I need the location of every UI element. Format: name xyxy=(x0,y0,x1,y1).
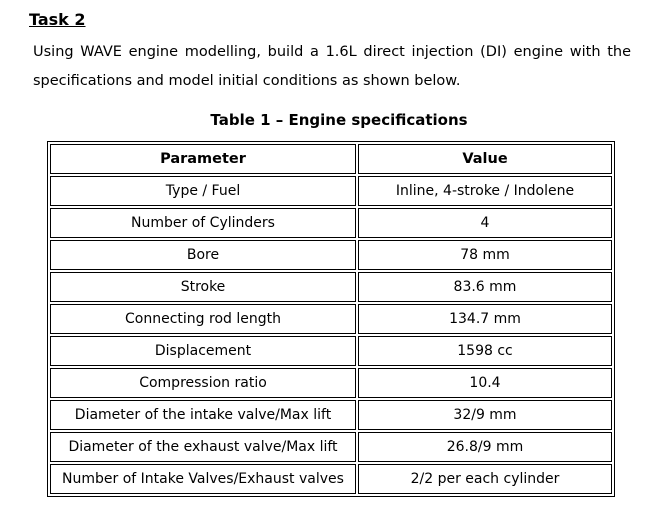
table-row xyxy=(50,304,612,334)
task-heading: Task 2 xyxy=(29,10,86,29)
parameter-cell: Diameter of the exhaust valve/Max lift xyxy=(50,432,356,462)
task-intro-paragraph: Using WAVE engine modelling, build a 1.6L direct injection (DI) engine with the specifications and model initial conditions as shown below. xyxy=(33,44,631,89)
table-row xyxy=(50,336,612,366)
parameter-cell: Bore xyxy=(50,240,356,270)
table-header-row xyxy=(50,144,612,174)
header-parameter: Parameter xyxy=(50,144,356,174)
header-value: Value xyxy=(358,144,612,174)
table-row xyxy=(50,208,612,238)
value-cell: 32/9 mm xyxy=(358,400,612,430)
parameter-cell: Displacement xyxy=(50,336,356,366)
engine-specifications-table xyxy=(47,141,615,497)
table-row xyxy=(50,368,612,398)
value-cell: 2/2 per each cylinder xyxy=(358,464,612,494)
parameter-cell: Number of Cylinders xyxy=(50,208,356,238)
parameter-cell: Compression ratio xyxy=(50,368,356,398)
value-cell: 4 xyxy=(358,208,612,238)
value-cell: 83.6 mm xyxy=(358,272,612,302)
table-row xyxy=(50,432,612,462)
value-cell: 10.4 xyxy=(358,368,612,398)
table-row xyxy=(50,272,612,302)
value-cell: 134.7 mm xyxy=(358,304,612,334)
table-caption: Table 1 – Engine specifications xyxy=(210,111,468,129)
parameter-cell: Connecting rod length xyxy=(50,304,356,334)
table-row xyxy=(50,400,612,430)
parameter-cell: Type / Fuel xyxy=(50,176,356,206)
value-cell: Inline, 4-stroke / Indolene xyxy=(358,176,612,206)
parameter-cell: Diameter of the intake valve/Max lift xyxy=(50,400,356,430)
table-row xyxy=(50,176,612,206)
value-cell: 26.8/9 mm xyxy=(358,432,612,462)
value-cell: 78 mm xyxy=(358,240,612,270)
table-row xyxy=(50,240,612,270)
table-row xyxy=(50,464,612,494)
value-cell: 1598 cc xyxy=(358,336,612,366)
parameter-cell: Number of Intake Valves/Exhaust valves xyxy=(50,464,356,494)
parameter-cell: Stroke xyxy=(50,272,356,302)
